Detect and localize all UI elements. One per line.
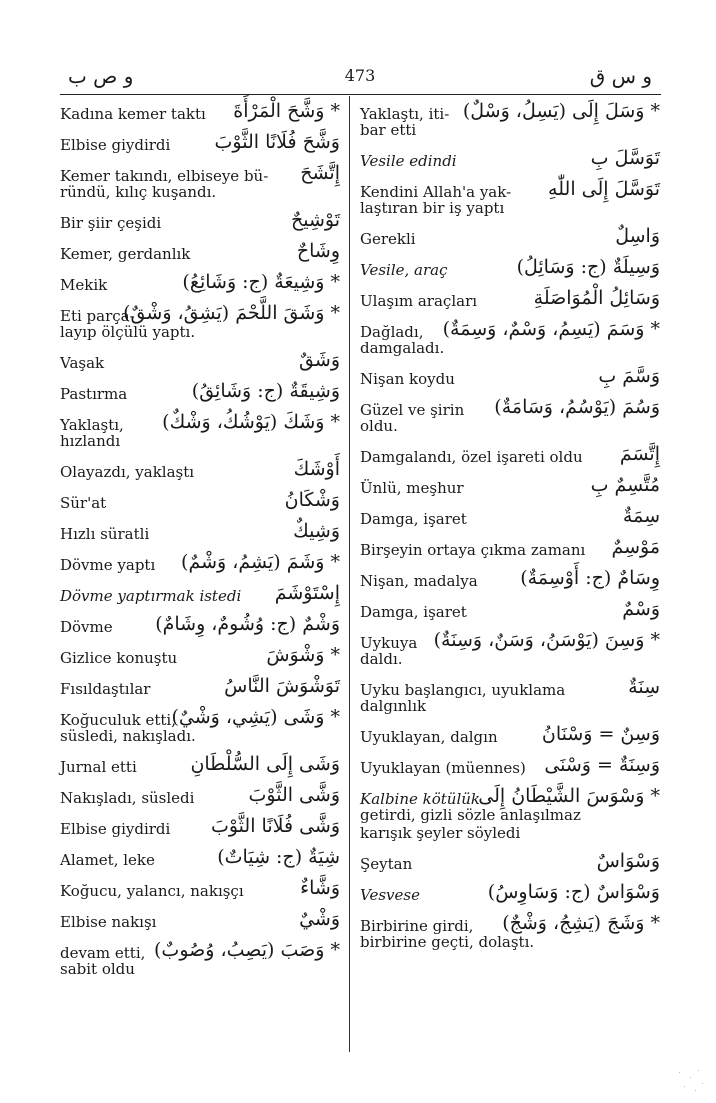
entry-line <box>360 472 660 503</box>
dictionary-entry <box>360 285 660 316</box>
dictionary-entry <box>360 824 660 848</box>
arabic-headword: * وَشَجَ (يَشِجُ، وَشْجٌ) <box>502 912 660 934</box>
dictionary-entry <box>360 176 660 223</box>
arabic-headword: إِتَّشَحَ <box>300 162 340 184</box>
arabic-headword: تَوَسَّلَ إِلَى اللّٰهِ <box>548 178 660 200</box>
turkish-definition: Şeytan <box>360 855 413 873</box>
turkish-definition: Elbise giydirdi <box>60 820 171 838</box>
right-column <box>360 98 660 957</box>
entry-continuation: daldı. <box>360 650 403 668</box>
turkish-definition: Uyuklayan, dalgın <box>360 728 498 746</box>
dictionary-entry <box>60 642 340 673</box>
dictionary-entry <box>60 580 340 611</box>
arabic-headword: مَوْسِمٌ <box>611 536 660 558</box>
arabic-headword: مُتَّسِمٌ بِ <box>590 474 660 496</box>
turkish-definition: Hızlı süratli <box>60 525 150 543</box>
turkish-definition: Dövme <box>60 618 113 636</box>
arabic-headword: * وَشْوَشَ <box>266 644 340 666</box>
dictionary-entry <box>360 363 660 394</box>
dictionary-entry <box>60 813 340 844</box>
dictionary-entry <box>60 611 340 642</box>
arabic-headword: * وَشَكَ (يَوْشُكُ، وَشْكٌ) <box>162 411 340 433</box>
entry-line <box>60 580 340 611</box>
dictionary-entry <box>60 549 340 580</box>
entry-line <box>360 223 660 254</box>
dictionary-entry <box>360 98 660 145</box>
turkish-definition: Yaklaştı, <box>60 416 124 434</box>
turkish-definition: Damgalandı, özel işareti oldu <box>360 448 583 466</box>
dictionary-entry <box>60 300 340 347</box>
entry-continuation: süsledi, nakışladı. <box>60 727 196 745</box>
entry-line <box>60 813 340 844</box>
turkish-definition: Kemer, gerdanlık <box>60 245 191 263</box>
turkish-definition: Dağladı, <box>360 323 424 341</box>
turkish-definition: Kendini Allah'a yak- <box>360 183 512 201</box>
turkish-definition: Olayazdı, yaklaştı <box>60 463 195 481</box>
turkish-definition: Gizlice konuştu <box>60 649 178 667</box>
entry-line <box>60 129 340 160</box>
arabic-headword: وَشَّحَ فُلَانًا الثَّوْبَ <box>214 131 340 153</box>
arabic-headword: وَشَّى فُلَانًا الثَّوْبَ <box>210 815 340 837</box>
dictionary-entry <box>360 441 660 472</box>
dictionary-entry <box>60 98 340 129</box>
entry-continuation: karışık şeyler söyledi <box>360 824 521 842</box>
turkish-definition: Kadına kemer taktı <box>60 105 206 123</box>
entry-line <box>60 751 340 782</box>
arabic-headword: وَشِيقَةٌ (ج: وَشَائِقُ) <box>191 380 340 402</box>
entry-continuation: birbirine geçti, dolaştı. <box>360 933 535 951</box>
entry-line <box>60 844 340 875</box>
entry-line <box>360 721 660 752</box>
entry-line <box>360 848 660 879</box>
arabic-headword: وِشَاحٌ <box>296 240 340 262</box>
arabic-headword: وَشِيكٌ <box>293 520 340 542</box>
dictionary-entry <box>60 238 340 269</box>
turkish-definition: Elbise giydirdi <box>60 136 171 154</box>
turkish-definition: Birbirine girdi, <box>360 917 474 935</box>
arabic-headword: * وَشَى (يَشِي، وَشْيٌ) <box>171 706 340 728</box>
dictionary-entry <box>360 565 660 596</box>
turkish-definition: Vesile edindi <box>360 152 457 170</box>
dictionary-entry <box>60 937 340 984</box>
turkish-definition: Nakışladı, süsledi <box>60 789 195 807</box>
entry-line <box>360 565 660 596</box>
arabic-headword: وَشَقٌ <box>299 349 340 371</box>
arabic-headword: تَوَشْوَشَ النَّاسُ <box>224 675 340 697</box>
arabic-headword: وَسِيلَةٌ (ج: وَسَائِلُ) <box>516 256 660 278</box>
arabic-headword: * وَشَمَ (يَشِمُ، وَشْمٌ) <box>181 551 340 573</box>
dictionary-entry <box>360 627 660 674</box>
turkish-definition: Dövme yaptı <box>60 556 156 574</box>
arabic-headword: وَسَائِلُ الْمُوَاصَلَةِ <box>533 287 660 309</box>
turkish-definition: Jurnal etti <box>60 758 137 776</box>
dictionary-entry <box>60 129 340 160</box>
dictionary-entry <box>60 782 340 813</box>
entry-line <box>360 596 660 627</box>
entry-line <box>60 207 340 238</box>
arabic-headword: شِيَةٌ (ج: شِيَاتٌ) <box>217 846 340 868</box>
entry-line <box>360 254 660 285</box>
arabic-headword: تَوَسَّلَ بِ <box>590 147 660 169</box>
entry-continuation: laştıran bir iş yaptı <box>360 199 505 217</box>
dictionary-entry <box>60 875 340 906</box>
arabic-headword: * وَشَقَ اللَّحْمَ (يَشِقُ، وَشْقٌ) <box>123 302 340 324</box>
arabic-headword: إِسْتَوْشَمَ <box>274 582 340 604</box>
dictionary-entry <box>360 472 660 503</box>
arabic-headword: وَشْمٌ (ج: وُشُومٌ، وِشَامٌ) <box>155 613 340 635</box>
dictionary-entry <box>60 456 340 487</box>
arabic-headword: وَسْمٌ <box>622 598 660 620</box>
turkish-definition: Dövme yaptırmak istedi <box>60 587 242 605</box>
turkish-definition: Pastırma <box>60 385 128 403</box>
arabic-headword: وَسْوَاسٌ (ج: وَسَاوِسُ) <box>487 881 660 903</box>
dictionary-entry <box>360 674 660 721</box>
arabic-headword: * وَسْوَسَ الشَّيْطَانُ إِلَى <box>478 785 660 807</box>
entry-line <box>60 611 340 642</box>
arabic-headword: وِسَامٌ (ج: أَوْسِمَةٌ) <box>520 567 660 589</box>
arabic-headword: وَشَّاءٌ <box>300 877 340 899</box>
dictionary-entry <box>60 751 340 782</box>
arabic-headword: وَشْكَانُ <box>284 489 340 511</box>
arabic-headword: وَسْوَاسٌ <box>596 850 660 872</box>
page-header <box>60 62 660 92</box>
turkish-definition: Alamet, leke <box>60 851 155 869</box>
turkish-definition: Vaşak <box>60 354 105 372</box>
dictionary-entry <box>360 254 660 285</box>
entry-line <box>360 441 660 472</box>
dictionary-entry <box>360 503 660 534</box>
dictionary-entry <box>360 752 660 783</box>
dictionary-entry <box>60 487 340 518</box>
entry-line <box>60 98 340 129</box>
turkish-definition: devam etti, <box>60 944 146 962</box>
dictionary-entry <box>60 378 340 409</box>
arabic-headword: * وَسَمَ (يَسِمُ، وَسْمٌ، وَسِمَةٌ) <box>442 318 660 340</box>
turkish-definition: Nişan, madalya <box>360 572 478 590</box>
entry-line <box>60 518 340 549</box>
dictionary-entry <box>60 673 340 704</box>
dictionary-entry <box>60 269 340 300</box>
entry-line <box>360 145 660 176</box>
dictionary-entry <box>60 347 340 378</box>
entry-line <box>60 238 340 269</box>
turkish-definition: Nişan koydu <box>360 370 455 388</box>
arabic-headword: إِتَّسَمَ <box>619 443 660 465</box>
entry-continuation: ründü, kılıç kuşandı. <box>60 183 217 201</box>
dictionary-entry <box>360 879 660 910</box>
dictionary-entry <box>360 223 660 254</box>
turkish-definition: Uyuklayan (müennes) <box>360 759 526 777</box>
arabic-headword: * وَشَّحَ الْمَرْأَةَ <box>233 100 340 122</box>
arabic-headword: * وَسَلَ إِلَى (يَسِلُ، وَسْلٌ) <box>462 100 660 122</box>
entry-line <box>60 782 340 813</box>
entry-continuation: dalgınlık <box>360 697 427 715</box>
arabic-headword: * وَشِيعَةٌ (ج: وَشَائِعُ) <box>182 271 340 293</box>
arabic-headword: وَسُمَ (يَوْسُمُ، وَسَامَةٌ) <box>494 396 660 418</box>
arabic-headword: وَسِنَةٌ = وَسْنَى <box>544 754 660 776</box>
arabic-headword: تَوْشِيحٌ <box>290 209 340 231</box>
turkish-definition: Eti parça- <box>60 307 135 325</box>
entry-line <box>60 378 340 409</box>
entry-line <box>60 673 340 704</box>
entry-continuation: hızlandı <box>60 432 121 450</box>
turkish-definition: Birşeyin ortaya çıkma zamanı <box>360 541 586 559</box>
turkish-definition: Kalbine kötülük <box>360 790 481 808</box>
turkish-definition: Elbise nakışı <box>60 913 157 931</box>
turkish-definition: Gerekli <box>360 230 416 248</box>
dictionary-entry <box>360 721 660 752</box>
turkish-definition: Koğucu, yalancı, nakışçı <box>60 882 244 900</box>
turkish-definition: Damga, işaret <box>360 510 467 528</box>
entry-line <box>60 642 340 673</box>
dictionary-entry <box>360 848 660 879</box>
turkish-definition: Ulaşım araçları <box>360 292 478 310</box>
arabic-headword: وَشَّى الثَّوْبَ <box>248 784 340 806</box>
dictionary-entry <box>360 316 660 363</box>
arabic-headword: وَشَى إِلَى السُّلْطَانِ <box>190 753 340 775</box>
header-rule <box>60 94 661 95</box>
entry-line <box>60 269 340 300</box>
arabic-headword: * وَصَبَ (يَصِبُ، وُصُوبٌ) <box>154 939 340 961</box>
turkish-definition: Vesvese <box>360 886 420 904</box>
arabic-headword: وَسَّمَ بِ <box>598 365 660 387</box>
page-number: 473 <box>344 66 376 85</box>
dictionary-entry <box>360 145 660 176</box>
turkish-definition: Güzel ve şirin <box>360 401 465 419</box>
entry-continuation: getirdi, gizli sözle anlaşılmaz <box>360 806 581 824</box>
arabic-headword: وَسِنٌ = وَسْنَانُ <box>541 723 660 745</box>
header-left-letters: و ص ب <box>68 64 134 88</box>
entry-continuation: layıp ölçülü yaptı. <box>60 323 196 341</box>
arabic-headword: وَشْيٌ <box>299 908 340 930</box>
column-divider <box>349 96 350 1052</box>
turkish-definition: Yaklaştı, iti- <box>360 105 450 123</box>
entry-line <box>360 503 660 534</box>
dictionary-entry <box>60 160 340 207</box>
entry-line <box>360 363 660 394</box>
entry-line <box>60 549 340 580</box>
turkish-definition: Kemer takındı, elbiseye bü- <box>60 167 269 185</box>
turkish-definition: Fısıldaştılar <box>60 680 151 698</box>
entry-line <box>60 906 340 937</box>
arabic-headword: * وَسِنَ (يَوْسَنُ، وَسَنٌ، وَسِنَةٌ) <box>433 629 660 651</box>
entry-line <box>60 456 340 487</box>
dictionary-entry <box>360 783 660 830</box>
turkish-definition: Bir şiir çeşidi <box>60 214 162 232</box>
entry-continuation: sabit oldu <box>60 960 135 978</box>
entry-continuation: bar etti <box>360 121 417 139</box>
dictionary-entry <box>60 409 340 456</box>
entry-line <box>60 347 340 378</box>
turkish-definition: Uykuya <box>360 634 418 652</box>
entry-continuation: oldu. <box>360 417 398 435</box>
arabic-headword: وَاسِلٌ <box>615 225 660 247</box>
arabic-headword: سِمَةٌ <box>622 505 660 527</box>
entry-line <box>360 285 660 316</box>
entry-line <box>60 487 340 518</box>
entry-line <box>60 875 340 906</box>
dictionary-entry <box>60 844 340 875</box>
entry-continuation: damgaladı. <box>360 339 445 357</box>
arabic-headword: أَوْشَكَ <box>293 458 340 480</box>
dictionary-entry <box>360 910 660 957</box>
dictionary-entry <box>360 534 660 565</box>
entry-line <box>360 534 660 565</box>
turkish-definition: Vesile, araç <box>360 261 448 279</box>
turkish-definition: Ünlü, meşhur <box>360 479 464 497</box>
scan-specks <box>676 1068 706 1098</box>
turkish-definition: Sür'at <box>60 494 107 512</box>
dictionary-entry <box>360 394 660 441</box>
arabic-headword: سِنَةٌ <box>628 676 660 698</box>
dictionary-entry <box>60 704 340 751</box>
header-right-letters: و س ق <box>589 64 652 88</box>
turkish-definition: Damga, işaret <box>360 603 467 621</box>
left-column <box>60 98 340 984</box>
entry-line <box>360 752 660 783</box>
dictionary-entry <box>360 596 660 627</box>
dictionary-entry <box>60 906 340 937</box>
dictionary-entry <box>60 518 340 549</box>
turkish-definition: Uyku başlangıcı, uyuklama <box>360 681 566 699</box>
turkish-definition: Mekik <box>60 276 108 294</box>
turkish-definition: Koğuculuk etti, <box>60 711 176 729</box>
dictionary-entry <box>60 207 340 238</box>
entry-line <box>360 879 660 910</box>
